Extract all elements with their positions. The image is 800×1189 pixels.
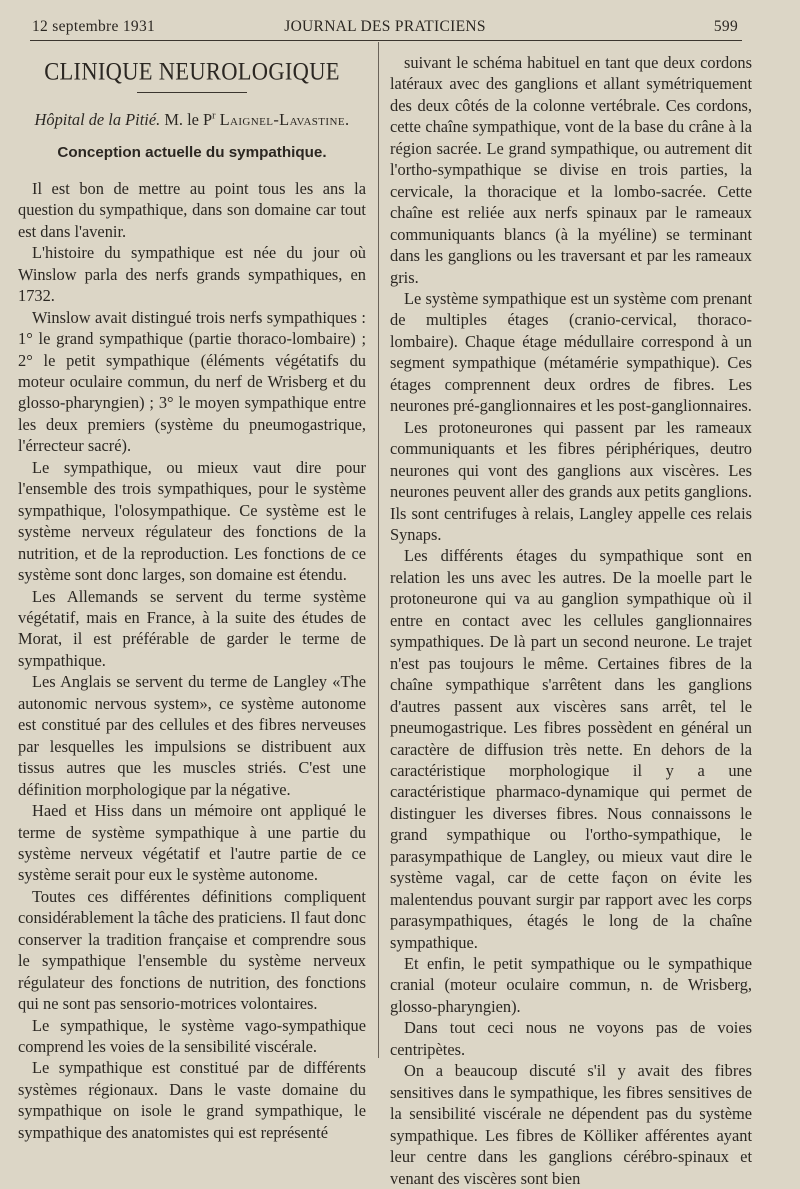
right-body — [390, 52, 752, 1189]
title-rule — [137, 92, 247, 93]
paragraph: Et enfin, le petit sympathique ou le sympathique cranial (moteur oculaire commun, n. de Wrisberg, glosso-pharyngien). — [390, 954, 752, 1016]
paragraph: Haed et Hiss dans un mémoire ont appliqué le terme de système sympathique à une partie du système nerveux végétatif et l'autre partie de ce système serait pour eux le système autonome. — [18, 801, 366, 885]
running-header — [32, 14, 738, 36]
header-journal-title: JOURNAL DES PRATICIENS — [284, 18, 486, 35]
paragraph: Les Allemands se servent du terme système végétatif, mais en France, à la suite des études de Morat, il est préférable de garder le terme de sympathique. — [18, 586, 366, 670]
paragraph: L'histoire du sympathique est née du jour où Winslow parla des nerfs grands sympathiques, en 1732. — [18, 243, 366, 306]
paragraph: Dans tout ceci nous ne voyons pas de voies centripètes. — [390, 1018, 752, 1059]
header-page-number: 599 — [713, 18, 738, 35]
paragraph: Les protoneurones qui passent par les rameaux communiquants et les fibres périphériques, deutro neurones qui vont des ganglions aux viscères. Les neurones peuvent aller des grands aux petits ganglions. Ils sont centrifuges à relais, Langley appelle ces relais Synaps. — [390, 417, 752, 544]
paragraph: Les différents étages du sympathique sont en relation les uns avec les autres. De la moelle part le protoneurone qui va au ganglion sympathique où il entre en contact avec les cellules ganglionnaires sympathiques. De là part un second neurone. Le trajet n'est pas toujours le même. Certaines fibres de la chaîne sympathique s'arrêtent dans les ganglions d'autres passent aux viscères sans arrêt, tel le pneumogastrique. Les fibres possèdent en général un caractère de diffusion très nette. En dehors de la caractéristique morphologique il y a une caractéristique pharmaco-dynamique qui permet de distinguer les diverses fibres. Nous connaissons le grand sympathique ou l'ortho-sympathique, le parasympathique de Langley, ou mieux vaut dire le système vagal, car de cette façon on évite les malentendus pouvant surgir par rapport avec les corps parasympathiques, étagés le long de la chaîne sympathique. — [390, 546, 752, 952]
paragraph: Winslow avait distingué trois nerfs sympathiques : 1° le grand sympathique (partie thoraco-lombaire) ; 2° le petit sympathique (éléments végétatifs du moteur oculaire commun, du nerf de Wrisberg et du glosso-pharyngien) ; 3° le moyen sympathique entre les deux premiers (système du pneumogastrique, l'érrecteur sacré). — [18, 307, 366, 456]
article-title: CLINIQUE NEUROLOGIQUE — [44, 57, 340, 86]
paragraph: Il est bon de mettre au point tous les ans la question du sympathique, dans son domaine car tout est dans l'avenir. — [18, 178, 366, 241]
column-divider — [378, 42, 379, 1058]
byline-prefix: M. le P — [164, 110, 213, 129]
article-subtitle: Conception actuelle du sympathique. — [57, 144, 327, 162]
byline-sup: r — [212, 110, 216, 122]
paragraph: On a beaucoup discuté s'il y avait des fibres sensitives dans le sympathique, les fibres sensitives de la sensibilité viscérale ne dépendent pas du système sympathique. Les fibres de Kölliker afférentes ayant leur centre dans les ganglions cérébro-spinaux et venant des viscères sont bien — [390, 1061, 752, 1188]
header-date: 12 septembre 1931 — [32, 18, 156, 35]
article-byline — [18, 109, 366, 130]
right-column — [390, 52, 752, 1189]
header-rule — [30, 40, 742, 41]
byline-author: Laignel-Lavastine. — [219, 110, 350, 129]
byline-hospital: Hôpital de la Pitié. — [34, 110, 161, 129]
paragraph: Toutes ces différentes définitions compliquent considérablement la tâche des praticiens. Il faut donc conserver la tradition française et comprendre sous le sympathique l'ensemble du système nerveux régulateur des fonctions de nutrition, des fonctions qui ne sont pas sensorio-motrices volontaires. — [18, 886, 366, 1014]
paragraph: Le système sympathique est un système com prenant de multiples étages (cranio-cervical, thoraco-lombaire). Chaque étage médullaire correspond à un segment sympathique (métamérie sympathique). Ces étages comprennent deux ordres de fibres. Les neurones pré-ganglionnaires et les post-ganglionnaires. — [390, 288, 752, 416]
paragraph: Le sympathique, le système vago-sympathique comprend les voies de la sensibilité viscérale. — [18, 1015, 366, 1057]
paragraph: Le sympathique est constitué par de différents systèmes régionaux. Dans le vaste domaine du sympathique on isole le grand sympathique, le sympathique des anatomistes qui est représenté — [18, 1058, 366, 1142]
paragraph: Les Anglais se servent du terme de Langley «The autonomic nervous system», ce système autonome est constitué par des cellules et des fibres nerveuses par lesquelles les impulsions se distribuent aux tissus autres que les muscles striés. C'est une définition morphologique par la négative. — [18, 672, 366, 799]
left-column — [18, 56, 366, 1143]
paragraph: suivant le schéma habituel en tant que deux cordons latéraux avec des ganglions et allant symétriquement des deux côtés de la colonne vertébrale. Ces cordons, cette chaîne sympathique, vont de la base du crâne à la région sacrée. Le grand sympathique, ou autrement dit l'ortho-sympathique se divise en trois parties, la cervicale, la thoracique et la lombo-sacrée. Cette chaîne est reliée aux nerfs spinaux par le rameaux communiquants blancs (à la myéline) se terminant dans les ganglions ou les traversant et par les rameaux gris. — [390, 53, 752, 287]
left-body — [18, 178, 366, 1143]
paragraph: Le sympathique, ou mieux vaut dire pour l'ensemble des trois sympathiques, pour le système sympathique, l'olosympathique. Ce système est le système nerveux régulateur des fonctions de la nutrition, et de la reproduction. Les fonctions de ce système sont donc larges, son domaine est étendu. — [18, 457, 366, 585]
